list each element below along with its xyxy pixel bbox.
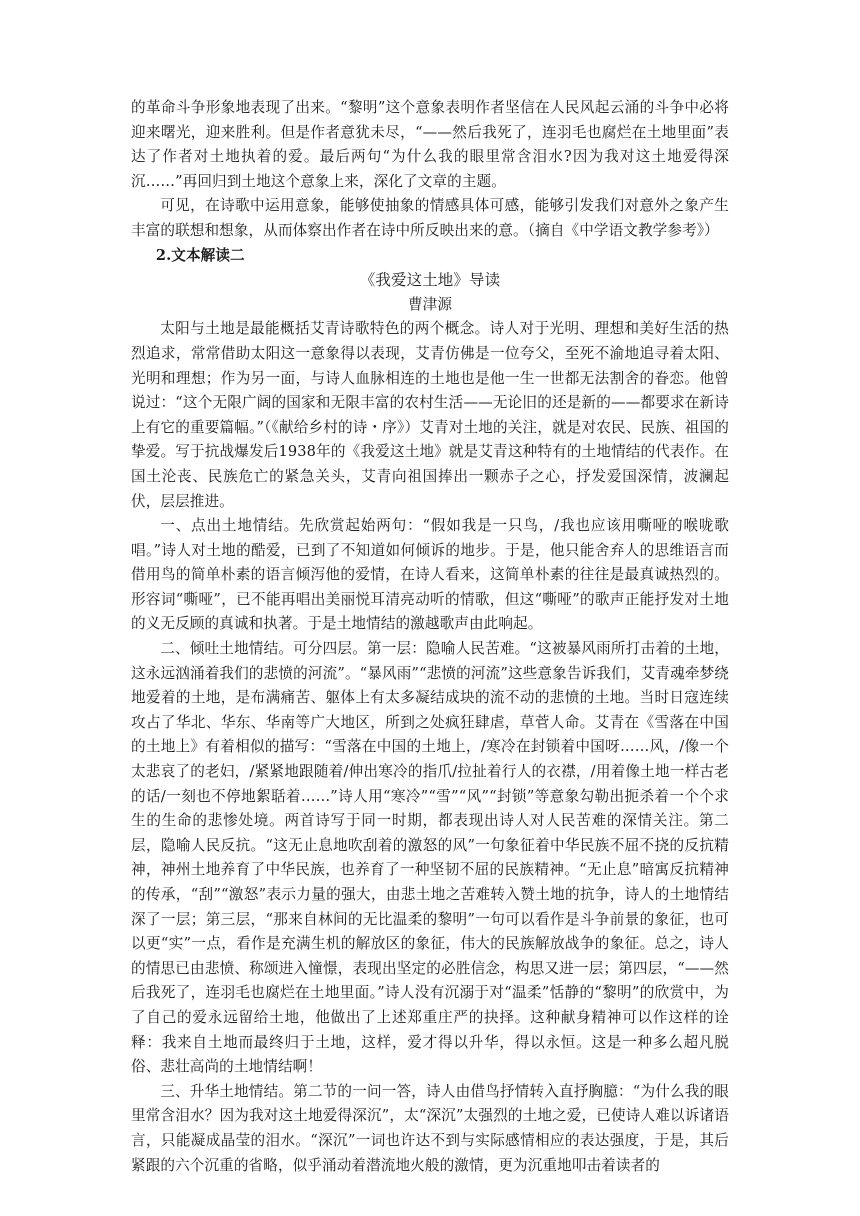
article-paragraph-intro: 太阳与土地是最能概括艾青诗歌特色的两个概念。诗人对于光明、理想和美好生活的热烈追求，常常借助太阳这一意象得以表现，艾青仿佛是一位夸父，至死不渝地追寻着太阳、光明和理想；作为另一面，与诗人血脉相连的土地也是他一生一世都无法割舍的眷恋。他曾说过：“这个无限广阔的国家和无限丰富的农村生活——无论旧的还是新的——都要求在新诗上有它的重要篇幅。”（《献给乡村的诗・序》）艾青对土地的关注，就是对农民、民族、祖国的挚爱。写于抗战爆发后1938年的《我爱这土地》就是艾青这种特有的土地情结的代表作。在国土沦丧、民族危亡的紧急关头，艾青向祖国捧出一颗赤子之心，抒发爱国深情，波澜起伏，层层推进。 (131, 320, 729, 510)
continued-paragraph: 的革命斗争形象地表现了出来。“黎明”这个意象表明作者坚信在人民风起云涌的斗争中必将迎来曙光，迎来胜利。但是作者意犹未尽，“——然后我死了，连羽毛也腐烂在土地里面”表达了作者对土地执着的爱。最后两句“为什么我的眼里常含泪水?因为我对这土地爱得深沉……”再回归到土地这个意象上来，深化了文章的主题。 (131, 99, 729, 190)
summary-paragraph: 可见，在诗歌中运用意象，能够使抽象的情感具体可感，能够引发我们对意外之象产生丰富的联想和想象，从而体察出作者在诗中所反映出来的意。（摘自《中学语文教学参考》） (131, 197, 729, 239)
article-title: 《我爱这土地》导读 (359, 271, 501, 290)
article-paragraph-part-one: 一、点出土地情结。先欣赏起始两句：“假如我是一只鸟，/我也应该用嘶哑的喉咙歌唱。”诗人对土地的酷爱，已到了不知道如何倾诉的地步。于是，他只能舍弃人的思维语言而借用鸟的简单朴素的语言倾泻他的爱情，在诗人看来，这简单朴素的往往是最真诚热烈的。形容词“嘶哑”，已不能再唱出美丽悦耳清亮动听的情歌，但这“嘶哑”的歌声正能抒发对土地的义无反顾的真诚和执著。于是土地情结的激越歌声由此响起。 (131, 517, 729, 633)
section-heading: 2.文本解读二 (155, 246, 245, 264)
article-paragraph-part-two: 二、倾吐土地情结。可分四层。第一层：隐喻人民苦难。“这被暴风雨所打击着的土地，这永远汹涌着我们的悲愤的河流”。“暴风雨”“悲愤的河流”这些意象告诉我们，艾青魂牵梦绕地爱着的土地，是布满痛苦、躯体上有太多凝结成块的流不动的悲愤的土地。当时日寇连续攻占了华北、华东、华南等广大地区，所到之处疯狂肆虐，草菅人命。艾青在《雪落在中国的土地上》有着相似的描写：“雪落在中国的土地上，/寒冷在封锁着中国呀……风，/像一个太悲哀了的老妇，/紧紧地跟随着/伸出寒冷的指爪/拉扯着行人的衣襟，/用着像土地一样古老的话/一刻也不停地絮聒着……”诗人用“寒冷”“雪”“风”“封锁”等意象勾勒出扼杀着一个个求生的生命的悲惨处境。两首诗写于同一时期，都表现出诗人对人民苦难的深情关注。第二层，隐喻人民反抗。“这无止息地吹刮着的激怒的风”一句象征着中华民族不屈不挠的反抗精神，神州土地养育了中华民族，也养育了一种坚韧不屈的民族精神。“无止息”暗寓反抗精神的传承，“刮”“激怒”表示力量的强大，由悲土地之苦难转入赞土地的抗争，诗人的土地情结深了一层；第三层，“那来自林间的无比温柔的黎明”一句可以看作是斗争前景的象征，也可以更“实”一点，看作是充满生机的解放区的象征，伟大的民族解放战争的象征。总之，诗人的情思已由悲愤、称颂进入憧憬，表现出坚定的必胜信念，构思又进一层；第四层，“——然后我死了，连羽毛也腐烂在土地里面。”诗人没有沉溺于对“温柔”恬静的“黎明”的欣赏中，为了自己的爱永远留给土地，他做出了上述郑重庄严的抉择。这种献身精神可以作这样的诠释：我来自土地而最终归于土地，这样，爱才得以升华，得以永恒。这是一种多么超凡脱俗、悲壮高尚的土地情结啊！ (131, 640, 729, 1076)
article-paragraph-part-three: 三、升华土地情结。第二节的一问一答，诗人由借鸟抒情转入直抒胸臆：“为什么我的眼里常含泪水？因为我对这土地爱得深沉”，太“深沉”太强烈的土地之爱，已使诗人难以诉诸语言，只能凝成晶莹的泪水。“深沉”一词也许达不到与实际感情相应的表达强度，于是，其后紧跟的六个沉重的省略，似乎涌动着潜流地火般的激情，更为沉重地叩击着读者的 (131, 1082, 729, 1174)
page-content (131, 96, 729, 1178)
article-author: 曹津源 (407, 295, 453, 313)
